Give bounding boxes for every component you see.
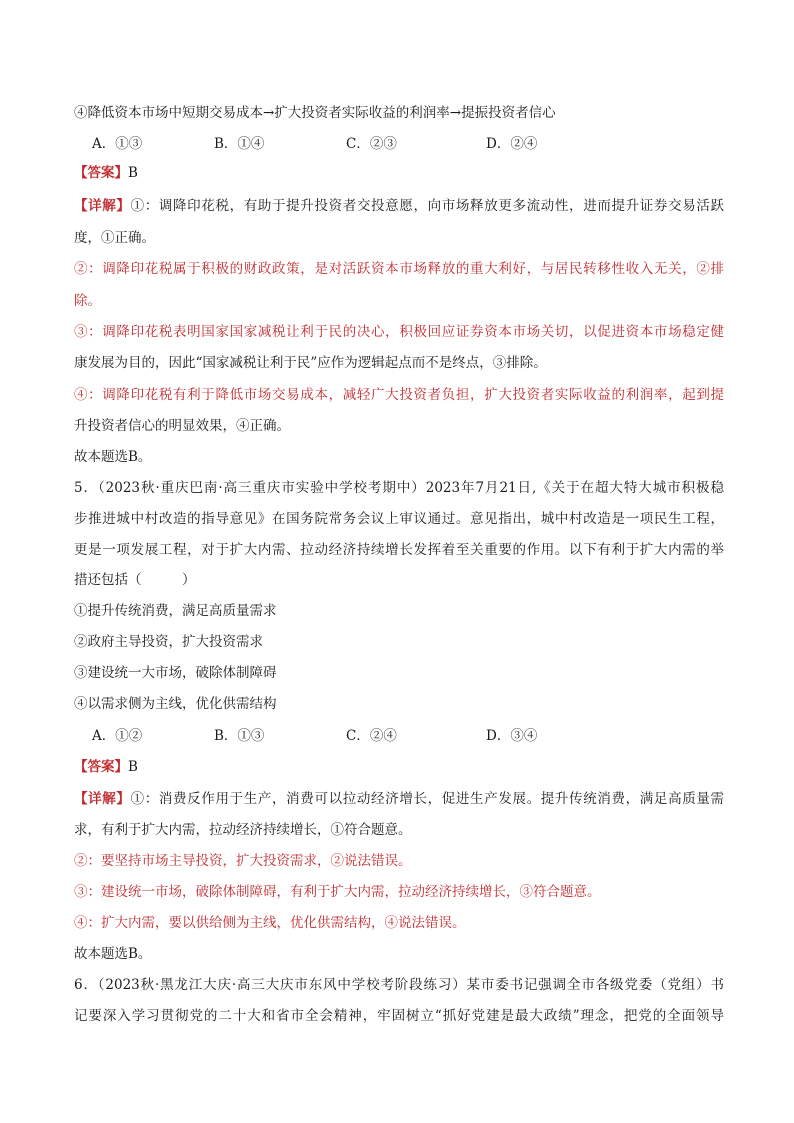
q4-answer — [74, 163, 724, 183]
q4-detail-line-5: ③：调降印花税表明国家国家减税让利于民的决心，积极回应证券资本市场关切，以促进资本市场稳定健 — [74, 324, 724, 340]
q4-options — [92, 134, 712, 154]
q5-item-3: ③建设统一大市场，破除体制障碍 — [74, 665, 277, 681]
q5-answer — [74, 757, 724, 777]
q5-option-a: A．①② — [92, 728, 143, 744]
q5-detail-line-3: ②：要坚持市场主导投资，扩大投资需求，②说法错误。 — [74, 853, 412, 869]
q5-stem-line-2: 步推进城中村改造的指导意见》在国务院常务会议上审议通过。意见指出，城中村改造是一项民生工程， — [74, 511, 724, 527]
q5-stem-line-4: 措还包括（ ） — [74, 572, 196, 588]
q5-option-b: B．①③ — [214, 728, 265, 744]
q6-stem-line-1: 6．（2023秋·黑龙江大庆·高三大庆市东风中学校考阶段练习）某市委书记强调全市各级党委（党组）书 — [74, 977, 724, 993]
q5-stem-line-1: 5．（2023秋·重庆巴南·高三重庆市实验中学校考期中）2023年7月21日,《关于在超大特大城市积极稳 — [74, 480, 724, 496]
answer-value: B — [128, 165, 138, 181]
q4-option-c: C．②③ — [346, 136, 397, 152]
detail-text: ①：调降印花税，有助于提升投资者交投意愿，向市场释放更多流动性，进而提升证券交易活跃 — [130, 198, 724, 214]
q5-item-4: ④以需求侧为主线，优化供需结构 — [74, 696, 277, 712]
q5-option-c: C．②④ — [346, 728, 397, 744]
q5-item-1: ①提升传统消费，满足高质量需求 — [74, 603, 277, 619]
q5-detail-line-4: ③：建设统一市场，破除体制障碍，有利于扩大内需，拉动经济持续增长，③符合题意。 — [74, 884, 601, 900]
q4-detail-line-4: 除。 — [74, 293, 101, 309]
q4-detail-line-6: 康发展为目的，因此“国家减税让利于民”应作为逻辑起点而不是终点，③排除。 — [74, 355, 547, 371]
q4-option-b: B．①④ — [214, 136, 265, 152]
q5-option-d: D．③④ — [486, 728, 538, 744]
q4-detail-line-3: ②：调降印花税属于积极的财政政策，是对活跃资本市场释放的重大利好，与居民转移性收入无关，②排 — [74, 261, 724, 277]
answer-label: 【答案】 — [74, 165, 128, 181]
q6-stem-line-2: 记要深入学习贯彻党的二十大和省市全会精神，牢固树立“抓好党建是最大政绩”理念，把党的全面领导 — [74, 1008, 724, 1024]
q5-conclusion: 故本题选B。 — [74, 946, 152, 962]
q4-option-a: A．①③ — [92, 136, 143, 152]
q5-detail-line-1 — [74, 789, 724, 809]
answer-label: 【答案】 — [74, 759, 128, 775]
q5-detail-line-5: ④：扩大内需，要以供给侧为主线，优化供需结构，④说法错误。 — [74, 915, 466, 931]
q4-detail-line-7: ④：调降印花税有利于降低市场交易成本，减轻广大投资者负担，扩大投资者实际收益的利润率，起到提 — [74, 387, 724, 403]
q5-stem-line-3: 更是一项发展工程，对于扩大内需、拉动经济持续增长发挥着至关重要的作用。以下有利于扩大内需的举 — [74, 542, 724, 558]
detail-text: ①：消费反作用于生产，消费可以拉动经济增长，促进生产发展。提升传统消费，满足高质量需 — [130, 791, 724, 807]
q4-conclusion: 故本题选B。 — [74, 449, 152, 465]
answer-value: B — [128, 759, 138, 775]
q4-detail-line-1 — [74, 196, 724, 216]
q4-item-4: ④降低资本市场中短期交易成本→扩大投资者实际收益的利润率→提振投资者信心 — [74, 105, 556, 121]
q4-option-d: D．②④ — [486, 136, 538, 152]
detail-label: 【详解】 — [74, 791, 131, 807]
q5-item-2: ②政府主导投资，扩大投资需求 — [74, 634, 263, 650]
q4-detail-line-2: 度，①正确。 — [74, 230, 155, 246]
detail-label: 【详解】 — [74, 198, 131, 214]
q5-options — [92, 726, 712, 746]
q5-detail-line-2: 求，有利于扩大内需，拉动经济持续增长，①符合题意。 — [74, 822, 412, 838]
q4-detail-line-8: 升投资者信心的明显效果，④正确。 — [74, 418, 290, 434]
